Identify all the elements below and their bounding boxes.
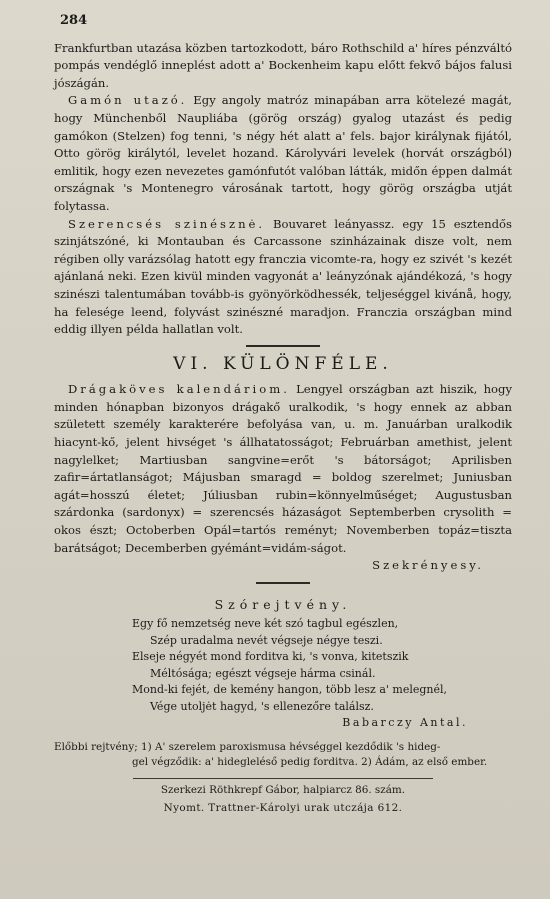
intro-paragraph: Frankfurtban utazása közben tartozkodott, báro Rothschild a' híres pénzváltó pompás vendéglő inneplést adott a' Bockenheim kapu előtt fekvő bájos falusi jószágán.: [54, 40, 512, 90]
kalendar-text: Lengyel országban azt hiszik, hogy minden hónapban bizonyos drágakő uralkodik, 's hogy ennek az abban született személy karakterére befolyása van, u. m. Januárban uralkodik hiacynt-kő, jelent hivséget 's állhatatosságot; Februárban amethist, jelent nagylelket; Martiusban sangvine=erőt 's bátorságot; Aprilisben zafir=ártatlanságot; Májusban smaragd = boldog szerelmet; Juniusban agát=hosszú életet; Júliusban rubin=könnyelműséget; Augustusban szárdonka (sardonyx) = szerencsés házaságot Septemberben crysolith = okos észt; Octoberben Opál=tartós reményt; Novemberben topáz=tiszta barátságot; Decemberben gyémánt=vidám-ságot.: [54, 382, 512, 555]
previous-riddle-solution: [54, 740, 512, 770]
section-title: VI. KÜLÖNFÉLE.: [173, 353, 393, 374]
solution-line-1: Előbbi rejtvény; 1) A' szerelem paroxismusa hévséggel kezdődik 's hideg-: [54, 740, 441, 753]
szinesz-text: Bouvaret leányassz. egy 15 esztendős szinjátszóné, ki Montauban és Carcassone szinházainak disze volt, nem régiben olly varázsólag hatott egy franczia vicomte-ra, hogy ez szivét 's kezét ajánlaná neki. Ezen kivül minden vagyonát a' leányzónak ajándékozá, 's hogy szinészi talentumában tovább-is gyönyörködhessék, teljeséggel kivánå, hogy, ha felesége leend, folyvást szinészné maradjon. Franczia országban mind eddig illyen példa hallatlan volt.: [54, 216, 512, 337]
footer-divider: [133, 778, 433, 779]
kalendar-article: [54, 381, 512, 557]
gamon-text: Egy angoly matróz minapában arra kötelezé magát, hogy Münchenből Naupliába (görög ország) gyalog utazást és pedig gamókon (Stelzen) fog tenni, 's négy hét alatt a' fels. bajor királynak fijától, Otto görög királytól, levelet hozand. Károlyvári levelek (horvát országból) emlitik, hogy ezen nevezetes gamónfutót valóban látták, midőn éppen dalmát országnak 's Montenegro városának tartott, hogy görög országba utját folytassa.: [54, 93, 512, 213]
poem-line: Szép uradalma nevét végseje négye teszi.: [150, 633, 383, 647]
editor-imprint: Szerkezi Röthkrepf Gábor, halpiarcz 86. szám.: [160, 783, 406, 796]
kalendar-author: Szekrényesy.: [372, 558, 484, 573]
poem: [54, 616, 512, 732]
szinesz-heading: Szerencsés szinésznė.: [68, 216, 266, 231]
printer-imprint: Nyomt. Trattner-Károlyi urak utczája 612.: [163, 801, 403, 814]
poem-divider: [256, 582, 310, 584]
gamon-article: [54, 92, 512, 215]
poem-line: Mond-ki fejét, de kemény hangon, több lesz a' melegnél,: [132, 683, 448, 697]
section-divider: [246, 345, 320, 347]
page-number: 284: [60, 13, 88, 28]
poem-line: Méltósága; egészt végseje hárma csinál.: [150, 666, 376, 680]
solution-line-2: gel végződik: a' hidegleléső pedig forditva. 2) Ádám, az első ember.: [132, 755, 488, 768]
szinesz-article: [54, 216, 512, 339]
kalendar-heading: Drágaköves kalendáriom.: [68, 382, 290, 397]
poem-line: Vége utoljėt hagyd, 's ellenezőre találsz.: [150, 699, 374, 713]
gamon-heading: Gamón utazó.: [68, 93, 188, 108]
poem-line: Egy fő nemzetség neve két szó tagbul egészlen,: [132, 617, 399, 631]
poem-title: Szórejtvény.: [214, 596, 352, 612]
poem-author: Babarczy Antal.: [342, 716, 468, 730]
poem-line: Elseje négyét mond forditva ki, 's vonva, kitetszik: [132, 650, 409, 664]
